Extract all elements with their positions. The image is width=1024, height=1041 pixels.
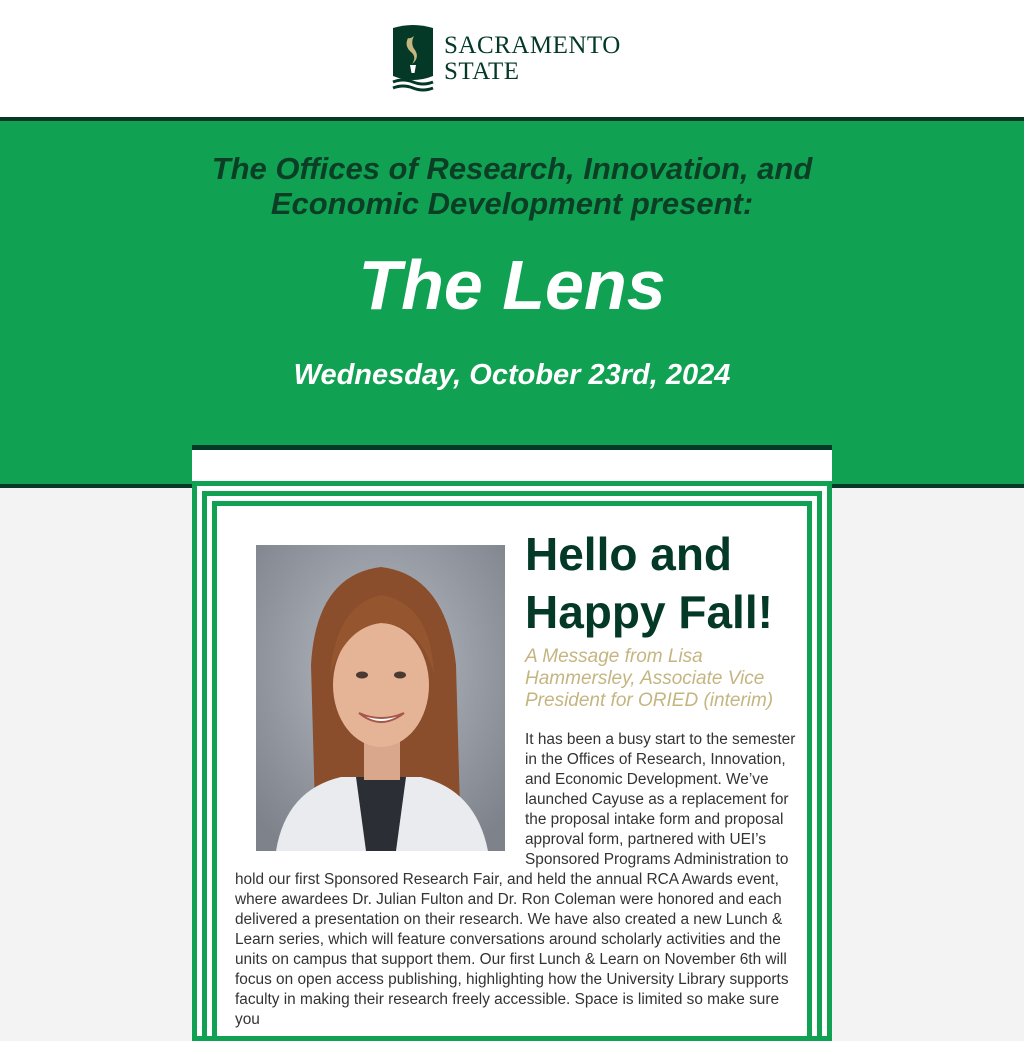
torch-shield-icon xyxy=(390,24,436,94)
headline-line-2: Happy Fall! xyxy=(525,586,773,638)
portrait-illustration xyxy=(256,545,505,851)
article-content xyxy=(235,523,797,1030)
article-body: It has been a busy start to the semester in the Offices of Research, Innovation, and Economic Development. We’ve launched Cayuse as a replacement for the proposal intake form and proposal approval form, partnered with UEI’s Sponsored Programs Administration to hold our first Sponsored Research Fair, and held the annual RCA Awards event, where awardees Dr. Julian Fulton and Dr. Ron Coleman were honored and each delivered a presentation on their research. We have also created a new Lunch & Learn series, which will feature conversations around scholarly activities and the units on campus that support them. Our first Lunch & Learn on November 6th will focus on open access publishing, highlighting how the University Library supports faculty in making their research freely accessible. Space is limited so make sure you xyxy=(235,731,796,1028)
logo-line-2: STATE xyxy=(444,58,520,85)
headline-line-1: Hello and xyxy=(525,528,733,580)
header-bar xyxy=(0,0,1024,117)
portrait-photo xyxy=(256,545,505,851)
sacramento-state-logo[interactable] xyxy=(390,24,650,94)
issue-date: Wednesday, October 23rd, 2024 xyxy=(293,359,731,391)
logo-line-1: SACRAMENTO xyxy=(444,32,621,59)
card-top-strip xyxy=(192,445,832,481)
article-card xyxy=(192,481,832,1041)
card-frame-inner xyxy=(212,501,812,1036)
presenter-line-1: The Offices of Research, Innovation, and xyxy=(211,151,813,186)
logo-wordmark xyxy=(444,33,621,85)
card-frame-middle xyxy=(202,491,822,1036)
presenter-line-2: Economic Development present: xyxy=(270,186,754,221)
hero-banner xyxy=(0,117,1024,488)
article-byline: A Message from Lisa Hammersley, Associate Vice President for ORIED (interim) xyxy=(525,646,774,711)
newsletter-title: The Lens xyxy=(358,246,666,324)
presenter-heading xyxy=(0,151,1024,221)
